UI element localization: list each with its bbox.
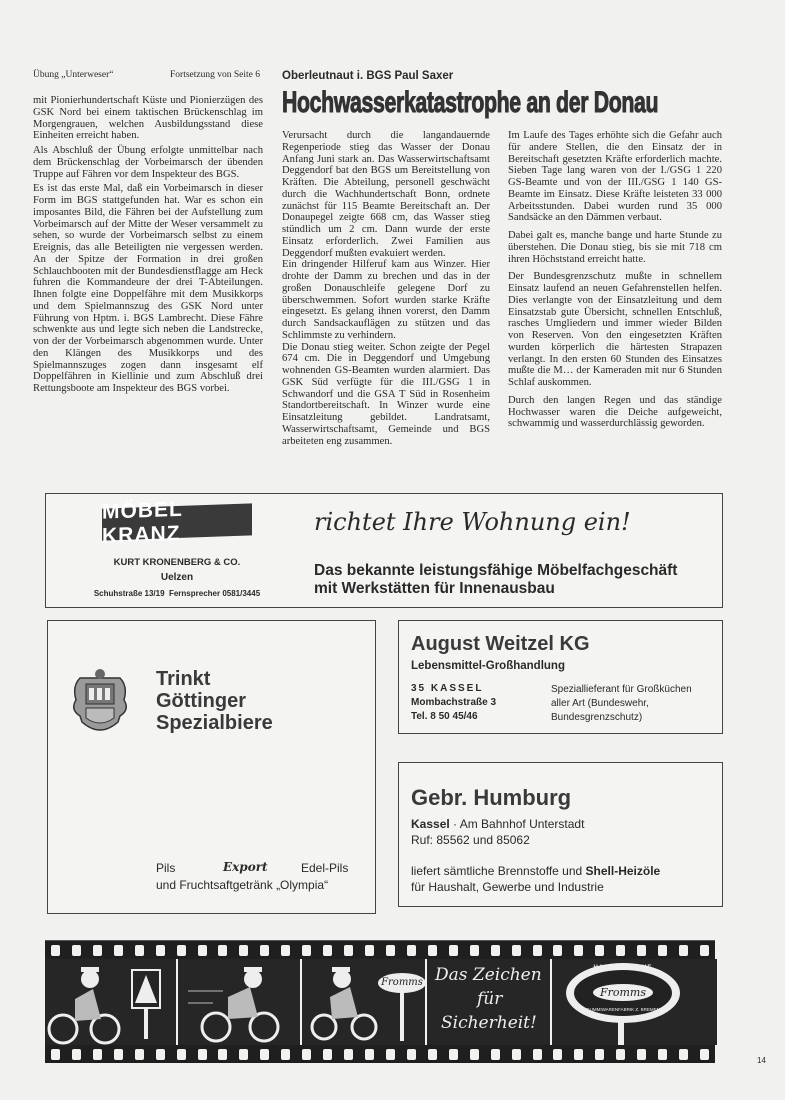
- fromms-slogan-1: Das Zeichen: [435, 965, 542, 985]
- film-frame-5: [550, 959, 717, 1045]
- film-frame-1: [45, 959, 176, 1045]
- weitzel-sub: Lebensmittel-Großhandlung: [411, 660, 565, 672]
- right-column: [508, 130, 722, 433]
- film-perforation-hole: [533, 945, 542, 956]
- film-perforation-hole: [386, 1049, 395, 1060]
- film-frame-4: [425, 959, 552, 1045]
- goettinger-juice: und Fruchtsaftgetränk „Olympia“: [156, 878, 329, 892]
- film-perforation-hole: [533, 1049, 542, 1060]
- film-perforation-hole: [177, 945, 186, 956]
- weitzel-name: August Weitzel KG: [411, 633, 590, 655]
- fromms-sign: Fromms: [378, 973, 426, 993]
- warning-sign-icon: [131, 969, 161, 1041]
- film-perforation-hole: [512, 1049, 521, 1060]
- film-perforation-hole: [51, 1049, 60, 1060]
- cyclist-riding-icon: [178, 959, 302, 1045]
- film-perforation-hole: [574, 945, 583, 956]
- film-perforation-hole: [302, 945, 311, 956]
- film-perforation-hole: [177, 1049, 186, 1060]
- film-perforation-hole: [344, 1049, 353, 1060]
- paragraph: Durch den langen Regen und das ständige Hochwasser waren die Deiche aufgeweicht, schwammig und wasserdurchlässig geworden.: [508, 394, 722, 430]
- film-perforation-bottom: [45, 1047, 715, 1061]
- fromms-slogan-3: Sicherheit!: [441, 1013, 537, 1033]
- film-perforation-hole: [218, 945, 227, 956]
- film-frame-2: [176, 959, 302, 1045]
- weitzel-tel: Tel. 8 50 45/46: [411, 711, 478, 722]
- film-perforation-hole: [323, 1049, 332, 1060]
- goettinger-pils: Pils: [156, 861, 176, 875]
- film-perforation-hole: [428, 945, 437, 956]
- weitzel-desc: Speziallieferant für Großküchen aller Art (Bundeswehr, Bundesgrenzschutz): [551, 684, 692, 723]
- film-perforation-hole: [365, 1049, 374, 1060]
- film-perforation-hole: [449, 1049, 458, 1060]
- film-perforation-hole: [302, 1049, 311, 1060]
- film-perforation-hole: [679, 1049, 688, 1060]
- fromms-logo-bottom: GUMMIWARENFABRIK Z. BREMEN: [586, 1007, 660, 1012]
- film-perforation-hole: [470, 1049, 479, 1060]
- humburg-address: · Am Bahnhof Unterstadt: [449, 817, 585, 831]
- film-perforation-hole: [491, 945, 500, 956]
- kranz-line1: Das bekannte leistungsfähige Möbelfachgeschäft: [314, 562, 678, 579]
- ad-fromms-filmstrip: [45, 940, 715, 1063]
- film-perforation-hole: [700, 945, 709, 956]
- article-title: Hochwasserkatastrophe an der Donau: [282, 86, 659, 119]
- film-perforation-hole: [637, 945, 646, 956]
- film-perforation-hole: [700, 1049, 709, 1060]
- humburg-text1: liefert sämtliche Brennstoffe und: [411, 864, 586, 878]
- humburg-phone: Ruf: 85562 und 85062: [411, 833, 530, 847]
- ad-humburg: [398, 762, 723, 907]
- film-perforation-hole: [491, 1049, 500, 1060]
- humburg-city: Kassel: [411, 817, 450, 831]
- film-perforation-hole: [407, 1049, 416, 1060]
- film-perforation-hole: [156, 1049, 165, 1060]
- kranz-slogan: richtet Ihre Wohnung ein!: [314, 508, 631, 536]
- film-perforation-hole: [574, 1049, 583, 1060]
- film-perforation-hole: [260, 1049, 269, 1060]
- fromms-slogan-2: für: [477, 989, 503, 1009]
- film-perforation-hole: [323, 945, 332, 956]
- film-perforation-hole: [595, 1049, 604, 1060]
- film-perforation-hole: [553, 945, 562, 956]
- film-perforation-hole: [616, 945, 625, 956]
- paragraph: Dabei galt es, manche bange und harte Stunde zu überstehen. Die Donau stieg, bis sie mit 718 cm ihren Höchststand erreicht hatte.: [508, 230, 722, 265]
- film-perforation-hole: [679, 945, 688, 956]
- film-perforation-hole: [658, 1049, 667, 1060]
- film-perforation-hole: [512, 945, 521, 956]
- film-perforation-hole: [281, 1049, 290, 1060]
- article-byline: Oberleutnaut i. BGS Paul Saxer: [282, 70, 454, 82]
- film-perforation-hole: [365, 945, 374, 956]
- film-perforation-hole: [114, 945, 123, 956]
- kranz-logo: MÖBEL KRANZ: [102, 503, 252, 540]
- humburg-text-line: [411, 864, 660, 878]
- kranz-line2: mit Werkstätten für Innenausbau: [314, 580, 555, 597]
- film-perforation-top: [45, 943, 715, 957]
- film-perforation-hole: [470, 945, 479, 956]
- film-perforation-hole: [449, 945, 458, 956]
- film-perforation-hole: [637, 1049, 646, 1060]
- film-perforation-hole: [93, 1049, 102, 1060]
- kranz-company: KURT KRONENBERG & CO.: [113, 557, 241, 568]
- kranz-address: Schuhstraße 13/19 Fernsprecher 0581/3445: [93, 589, 261, 598]
- film-perforation-hole: [595, 945, 604, 956]
- film-perforation-hole: [72, 1049, 81, 1060]
- goettinger-line3: Spezialbiere: [156, 712, 273, 734]
- film-perforation-hole: [658, 945, 667, 956]
- film-perforation-hole: [93, 945, 102, 956]
- film-perforation-hole: [616, 1049, 625, 1060]
- running-head-left: Übung „Unterweser“: [33, 70, 114, 80]
- ad-weitzel: [398, 620, 723, 734]
- page-number: 14: [757, 1056, 766, 1065]
- film-perforation-hole: [72, 945, 81, 956]
- left-column: [33, 95, 263, 398]
- film-frame-3: [300, 959, 427, 1045]
- paragraph: Die Donau stieg weiter. Schon zeigte der Pegel 674 cm. Die in Deggendorf und Umgebung wohnenden GS-Beamten wurden alarmiert. Das GSK Süd verfügte für die III./GSG 1 in Schwandorf und die GSA T Süd in Rosenheim Standortbereitschaft. In Winzer wurde eine Einsatzleitung gebildet. Landratsamt, Wasserwirtschaftsamt, Gemeinde und BGS arbeiteten eng zusammen.: [282, 341, 490, 447]
- film-perforation-hole: [239, 945, 248, 956]
- sign-post: [618, 1019, 624, 1045]
- humburg-text-bold: Shell-Heizöle: [585, 864, 661, 878]
- middle-column: [282, 130, 490, 447]
- film-perforation-hole: [198, 1049, 207, 1060]
- kranz-city: Uelzen: [160, 572, 194, 583]
- paragraph: Es ist das erste Mal, daß ein Vorbeimarsch in dieser Form im BGS stattgefunden hat. War es schon ein imposantes Bild, die Fähren bei der Aufstellung zum Vorbeimarsch auf der Mitte der Weser versammelt zu sehen, so wurde der Vorbeimarsch selbst zu einem Ereignis, das alle Beteiligten nie vergessen werden. An der Spitze der Formation in drei großen Schlauchbooten mit der Bundesdienstflagge am Heck fuhren die Kommandeure der drei T-Abteilungen. Ihnen folgte eine Doppelfähre mit dem Musikkorps und dem Spielmannszug des GSK Nord unter Führung von Hptm. i. BGS Lambrecht. Diese Fähre schwenkte aus und legte sich neben die Landstrecke, von der der Vorbeimarsch abgenommen wurde. Unter den Klängen des Musikkorps und des Spielmannszuges zogen dann insgesamt elf Doppelfähren in Kiellinie und zum Abschluß drei Rettungsboote am Inspekteur des BGS vorbei.: [33, 183, 263, 394]
- fromms-logo-mid: Fromms: [593, 984, 653, 1001]
- humburg-address-line: [411, 817, 584, 831]
- weitzel-street: Mombachstraße 3: [411, 697, 497, 708]
- cyclist-braking-icon: [302, 959, 427, 1045]
- film-perforation-hole: [156, 945, 165, 956]
- paragraph: mit Pionierhundertschaft Küste und Pionierzügen des GSK Nord bei einem taktischen Brückenschlag im Morgengrauen, welchen Ausbildungsstand diese Einheiten erreicht haben.: [33, 95, 263, 142]
- paragraph: Der Bundesgrenzschutz mußte in schnellem Einsatz laufend an neuen Gefahrenstellen helfen. Dies verlangte von der Einsatzleitung und dem Einsatzstab gute Übersicht, schnellen Entschluß, rasches Umgliedern und immer wieder Bilden von Reserven. Von den eingesetzten Kräften wurden körperlich die härtesten Strapazen verlangt. In den ersten 60 Stunden des Einsatzes mußte die M… der Kameraden mit nur 6 Stunden Schlaf auskommen.: [508, 271, 722, 388]
- humburg-text2: für Haushalt, Gewerbe und Industrie: [411, 880, 604, 894]
- goettinger-line2: Göttinger: [156, 690, 246, 712]
- film-perforation-hole: [344, 945, 353, 956]
- fromms-logo-top: HANSEATISCHE: [593, 965, 653, 971]
- film-perforation-hole: [51, 945, 60, 956]
- film-perforation-hole: [281, 945, 290, 956]
- coat-of-arms-icon: [68, 666, 132, 738]
- goettinger-line1: Trinkt: [156, 668, 211, 690]
- film-perforation-hole: [135, 945, 144, 956]
- goettinger-edel: Edel-Pils: [301, 861, 349, 875]
- film-perforation-hole: [198, 945, 207, 956]
- goettinger-export: Export: [223, 860, 268, 874]
- weitzel-city: 35 KASSEL: [411, 683, 484, 694]
- fromms-logo: [566, 963, 680, 1023]
- film-perforation-hole: [260, 945, 269, 956]
- film-perforation-hole: [218, 1049, 227, 1060]
- film-perforation-hole: [386, 945, 395, 956]
- ad-moebel-kranz: [45, 493, 723, 608]
- paragraph: Ein dringender Hilferuf kam aus Winzer. Hier drohte der Damm zu brechen und das in der großen Donauschleife gelegene Dorf zu überschwemmen. Sofort wurden starke Kräfte eingesetzt. Es gelang ihnen vorerst, den Damm durch Sandsackauflägen zu stützen und das Schlimmste zu verhindern.: [282, 259, 490, 341]
- humburg-name: Gebr. Humburg: [411, 785, 572, 810]
- film-perforation-hole: [239, 1049, 248, 1060]
- paragraph: Im Laufe des Tages erhöhte sich die Gefahr auch für andere Stellen, die den Einsatz der in Bereitschaft gesetzten Kräfte erforderlich machte. Sieben Tage lang waren von der I./GSG 1 220 GS-Beamte und von der III./GSG 1 140 GS-Beamte im Einsatz. Diese Kräfte leisteten 33 000 Arbeitsstunden. Dabei wurden rund 35 000 Sandsäcke an den Dämmen verbaut.: [508, 130, 722, 224]
- paragraph: Verursacht durch die langandauernde Regenperiode stieg das Wasser der Donau Anfang Juni stark an. Das Wasserwirtschaftsamt Deggendorf bat den BGS um Bereitstellung von Kräften. Die Abteilung, personell geschwächt durch die Wachhundertschaft Bonn, ordnete zunächst für 115 Beamte Bereitschaft an. Der Donaupegel zeigte 668 cm, das Wasser stieg stündlich um 2 cm. Dann wurde der erste Einsatz erforderlich. Zwei Familien aus Deggendorf mußten evakuiert werden.: [282, 130, 490, 259]
- paragraph: Als Abschluß der Übung erfolgte unmittelbar nach dem Brückenschlag der Vorbeimarsch der übenden Truppe auf Fähren vor dem Inspekteur des BGS.: [33, 145, 263, 180]
- film-perforation-hole: [428, 1049, 437, 1060]
- ad-goettinger: [47, 620, 376, 914]
- film-perforation-hole: [114, 1049, 123, 1060]
- film-perforation-hole: [135, 1049, 144, 1060]
- running-head-right: Fortsetzung von Seite 6: [170, 70, 260, 80]
- film-perforation-hole: [407, 945, 416, 956]
- film-perforation-hole: [553, 1049, 562, 1060]
